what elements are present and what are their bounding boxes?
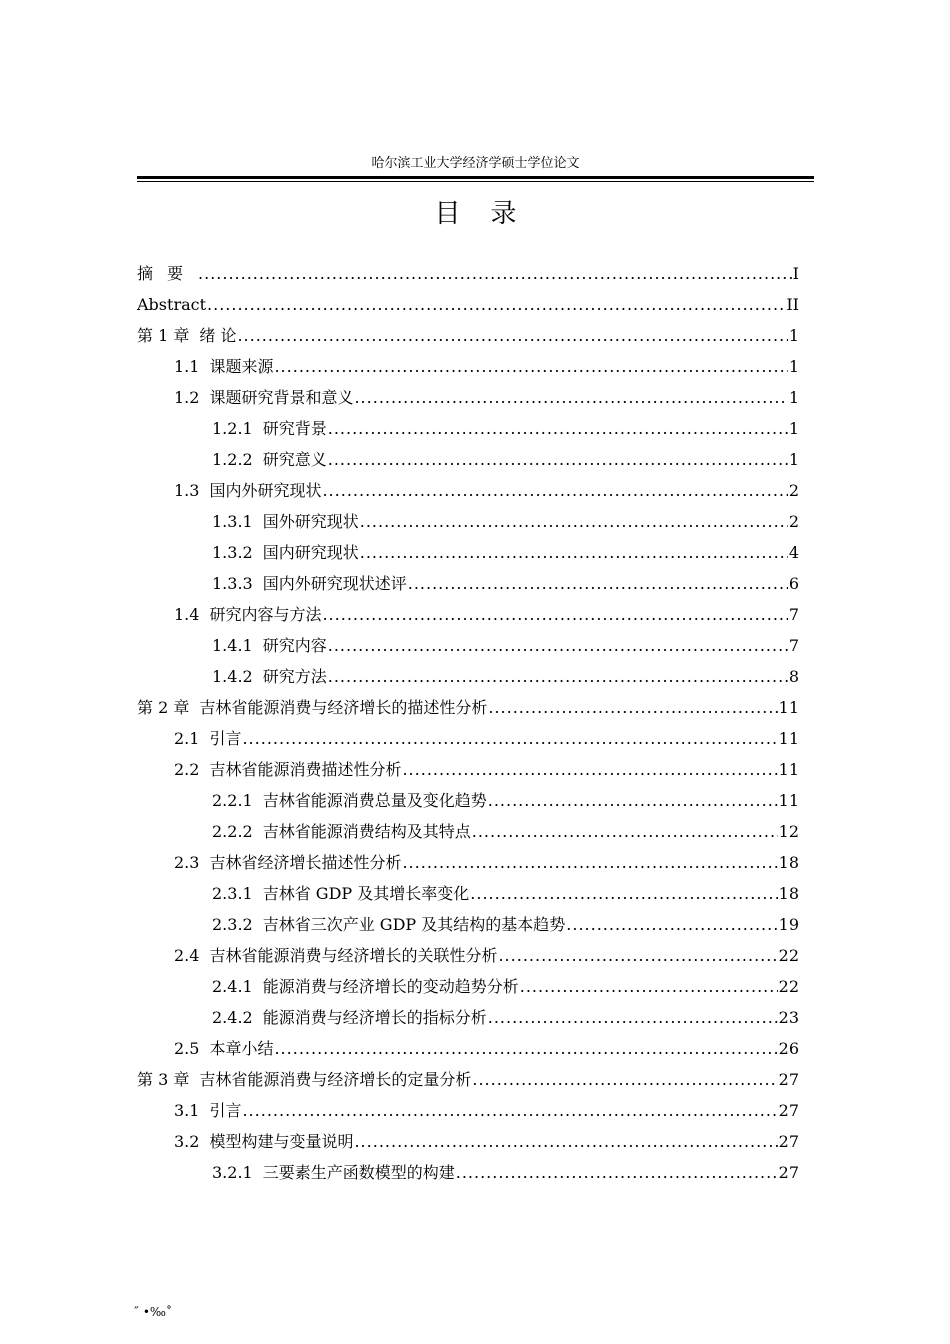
toc-leader-dots <box>472 1064 777 1095</box>
toc-entry-page: 1 <box>788 450 799 469</box>
toc-entry-title: 吉林省能源消费与经济增长的描述性分析 <box>199 698 488 717</box>
toc-leader-dots <box>354 382 787 413</box>
toc-entry-page: 1 <box>788 357 799 376</box>
toc-entry-page: 27 <box>778 1070 799 1089</box>
toc-entry-number: 2.5 <box>174 1039 200 1058</box>
toc-entry-page: I <box>792 264 799 283</box>
toc-leader-dots <box>488 1002 778 1033</box>
toc-entry-number: 1.4.1 <box>212 636 253 655</box>
toc-entry[interactable] <box>137 413 799 444</box>
toc-entry-title: 课题研究背景和意义 <box>209 388 354 407</box>
toc-entry-page: 27 <box>778 1163 799 1182</box>
toc-entry-page: 19 <box>778 915 799 934</box>
toc-entry-title: 吉林省能源消费描述性分析 <box>209 760 402 779</box>
toc-entry[interactable] <box>137 661 799 692</box>
toc-entry-page: 4 <box>788 543 799 562</box>
toc-leader-dots <box>207 289 785 320</box>
toc-entry-page: 27 <box>778 1132 799 1151</box>
toc-entry-number: 3.2.1 <box>212 1163 253 1182</box>
toc-entry-number: 1.3 <box>174 481 200 500</box>
toc-entry-number: 第 2 章 <box>137 698 190 717</box>
toc-entry-title: 国内研究现状 <box>262 543 359 562</box>
toc-entry[interactable] <box>137 1126 799 1157</box>
toc-entry-title: 研究内容 <box>262 636 327 655</box>
toc-entry-page: 8 <box>788 667 799 686</box>
running-header: 哈尔滨工业大学经济学硕士学位论文 <box>371 156 580 171</box>
toc-entry-number: 1.2 <box>174 388 200 407</box>
toc-entry[interactable] <box>137 971 799 1002</box>
toc-entry[interactable] <box>137 692 799 723</box>
toc-entry-number: 2.3.2 <box>212 915 253 934</box>
toc-entry[interactable] <box>137 568 799 599</box>
toc-entry-title: 三要素生产函数模型的构建 <box>262 1163 455 1182</box>
toc-entry-page: 1 <box>788 419 799 438</box>
toc-leader-dots <box>242 723 777 754</box>
toc-entry[interactable] <box>137 258 799 289</box>
toc-entry-number: 2.4.1 <box>212 977 253 996</box>
toc-entry-number: 第 1 章 <box>137 326 190 345</box>
toc-entry[interactable] <box>137 1157 799 1188</box>
toc-entry-number: 2.2.2 <box>212 822 253 841</box>
toc-entry-title: 国外研究现状 <box>262 512 359 531</box>
toc-entry-page: 11 <box>778 729 799 748</box>
toc-entry-title: Abstract <box>137 295 207 314</box>
toc-leader-dots <box>402 754 777 785</box>
toc-entry[interactable] <box>137 909 799 940</box>
toc-entry[interactable] <box>137 506 799 537</box>
toc-entry-title: 研究内容与方法 <box>209 605 322 624</box>
toc-entry-page: 7 <box>788 605 799 624</box>
toc-leader-dots <box>360 537 788 568</box>
toc-leader-dots <box>322 475 787 506</box>
toc-entry-page: II <box>786 295 799 314</box>
toc-leader-dots <box>328 413 788 444</box>
toc-entry-number: 2.3.1 <box>212 884 253 903</box>
page-title: 目录 <box>434 199 547 229</box>
toc-entry-number: 1.2.2 <box>212 450 253 469</box>
toc-entry-page: 18 <box>778 884 799 903</box>
toc-entry-page: 22 <box>778 946 799 965</box>
toc-entry[interactable] <box>137 630 799 661</box>
toc-leader-dots <box>242 1095 777 1126</box>
toc-entry-title: 吉林省经济增长描述性分析 <box>209 853 402 872</box>
toc-entry[interactable] <box>137 940 799 971</box>
toc-leader-dots <box>472 816 778 847</box>
toc-entry-number: 2.2 <box>174 760 200 779</box>
toc-entry-number: 1.1 <box>174 357 200 376</box>
toc-entry[interactable] <box>137 320 799 351</box>
toc-entry-title: 国内外研究现状述评 <box>262 574 407 593</box>
toc-leader-dots <box>328 444 788 475</box>
toc-entry-page: 2 <box>788 512 799 531</box>
toc-entry-title: 吉林省 GDP 及其增长率变化 <box>262 884 470 903</box>
toc-entry[interactable] <box>137 1064 799 1095</box>
toc-entry[interactable] <box>137 723 799 754</box>
toc-entry-number: 3.1 <box>174 1101 200 1120</box>
toc-leader-dots <box>328 661 788 692</box>
toc-leader-dots <box>402 847 777 878</box>
toc-entry-page: 2 <box>788 481 799 500</box>
toc-entry[interactable] <box>137 785 799 816</box>
toc-entry[interactable] <box>137 816 799 847</box>
toc-entry[interactable] <box>137 1033 799 1064</box>
toc-entry-number: 1.2.1 <box>212 419 253 438</box>
toc-entry-page: 1 <box>788 388 799 407</box>
toc-entry-number: 1.4.2 <box>212 667 253 686</box>
header-rule-thick <box>137 176 814 179</box>
toc-entry-page: 7 <box>788 636 799 655</box>
toc-entry-page: 23 <box>778 1008 799 1027</box>
toc-entry-number: 1.4 <box>174 605 200 624</box>
toc-entry[interactable] <box>137 1002 799 1033</box>
toc-entry-page: 6 <box>788 574 799 593</box>
toc-entry-number: 第 3 章 <box>137 1070 190 1089</box>
toc-entry-page: 18 <box>778 853 799 872</box>
toc-leader-dots <box>328 630 788 661</box>
toc-leader-dots <box>566 909 777 940</box>
toc-entry-page: 11 <box>778 791 799 810</box>
toc-leader-dots <box>198 258 792 289</box>
toc-entry-title: 吉林省三次产业 GDP 及其结构的基本趋势 <box>262 915 566 934</box>
toc-entry-title: 绪 论 <box>199 326 237 345</box>
toc-leader-dots <box>408 568 788 599</box>
toc-entry[interactable] <box>137 754 799 785</box>
footer-mark: ˝ •‰˚ <box>133 1305 172 1319</box>
table-of-contents <box>137 258 799 1188</box>
toc-entry-page: 27 <box>778 1101 799 1120</box>
toc-entry[interactable] <box>137 1095 799 1126</box>
toc-leader-dots <box>354 1126 777 1157</box>
toc-entry-title: 引言 <box>209 729 242 748</box>
toc-entry[interactable] <box>137 537 799 568</box>
toc-entry-page: 26 <box>778 1039 799 1058</box>
toc-entry-page: 12 <box>778 822 799 841</box>
toc-entry-title: 模型构建与变量说明 <box>209 1132 354 1151</box>
toc-entry-title: 研究方法 <box>262 667 327 686</box>
toc-entry-number: 1.3.3 <box>212 574 253 593</box>
toc-entry[interactable] <box>137 289 799 320</box>
toc-entry-title: 吉林省能源消费与经济增长的关联性分析 <box>209 946 498 965</box>
toc-entry-number: 3.2 <box>174 1132 200 1151</box>
toc-leader-dots <box>498 940 777 971</box>
toc-leader-dots <box>274 351 787 382</box>
toc-entry[interactable] <box>137 475 799 506</box>
toc-entry-number: 2.3 <box>174 853 200 872</box>
toc-entry-number: 1.3.2 <box>212 543 253 562</box>
toc-entry-title: 研究背景 <box>262 419 327 438</box>
toc-entry-title: 研究意义 <box>262 450 327 469</box>
toc-entry-number: 2.2.1 <box>212 791 253 810</box>
toc-leader-dots <box>456 1157 778 1188</box>
toc-entry-number: 1.3.1 <box>212 512 253 531</box>
toc-entry-page: 11 <box>778 698 799 717</box>
toc-entry-title: 能源消费与经济增长的指标分析 <box>262 1008 487 1027</box>
toc-entry[interactable] <box>137 878 799 909</box>
toc-entry-number: 2.4 <box>174 946 200 965</box>
toc-entry[interactable] <box>137 351 799 382</box>
toc-entry-title: 引言 <box>209 1101 242 1120</box>
toc-entry-title: 吉林省能源消费结构及其特点 <box>262 822 471 841</box>
toc-entry[interactable] <box>137 847 799 878</box>
toc-entry-number: 2.4.2 <box>212 1008 253 1027</box>
toc-entry-title: 吉林省能源消费总量及变化趋势 <box>262 791 487 810</box>
toc-entry[interactable] <box>137 599 799 630</box>
toc-entry-title: 吉林省能源消费与经济增长的定量分析 <box>199 1070 472 1089</box>
toc-leader-dots <box>488 785 778 816</box>
toc-leader-dots <box>520 971 778 1002</box>
toc-leader-dots <box>470 878 777 909</box>
header-rule-thin <box>137 181 814 182</box>
toc-leader-dots <box>237 320 787 351</box>
toc-leader-dots <box>488 692 777 723</box>
toc-entry-page: 11 <box>778 760 799 779</box>
toc-entry[interactable] <box>137 382 799 413</box>
toc-entry-number: 2.1 <box>174 729 200 748</box>
toc-leader-dots <box>360 506 788 537</box>
toc-entry-title: 能源消费与经济增长的变动趋势分析 <box>262 977 519 996</box>
toc-entry-title: 摘要 <box>137 264 198 283</box>
toc-entry-page: 22 <box>778 977 799 996</box>
toc-leader-dots <box>322 599 787 630</box>
toc-entry-title: 国内外研究现状 <box>209 481 322 500</box>
toc-entry[interactable] <box>137 444 799 475</box>
toc-entry-page: 1 <box>788 326 799 345</box>
toc-leader-dots <box>274 1033 777 1064</box>
toc-entry-title: 课题来源 <box>209 357 274 376</box>
toc-entry-title: 本章小结 <box>209 1039 274 1058</box>
